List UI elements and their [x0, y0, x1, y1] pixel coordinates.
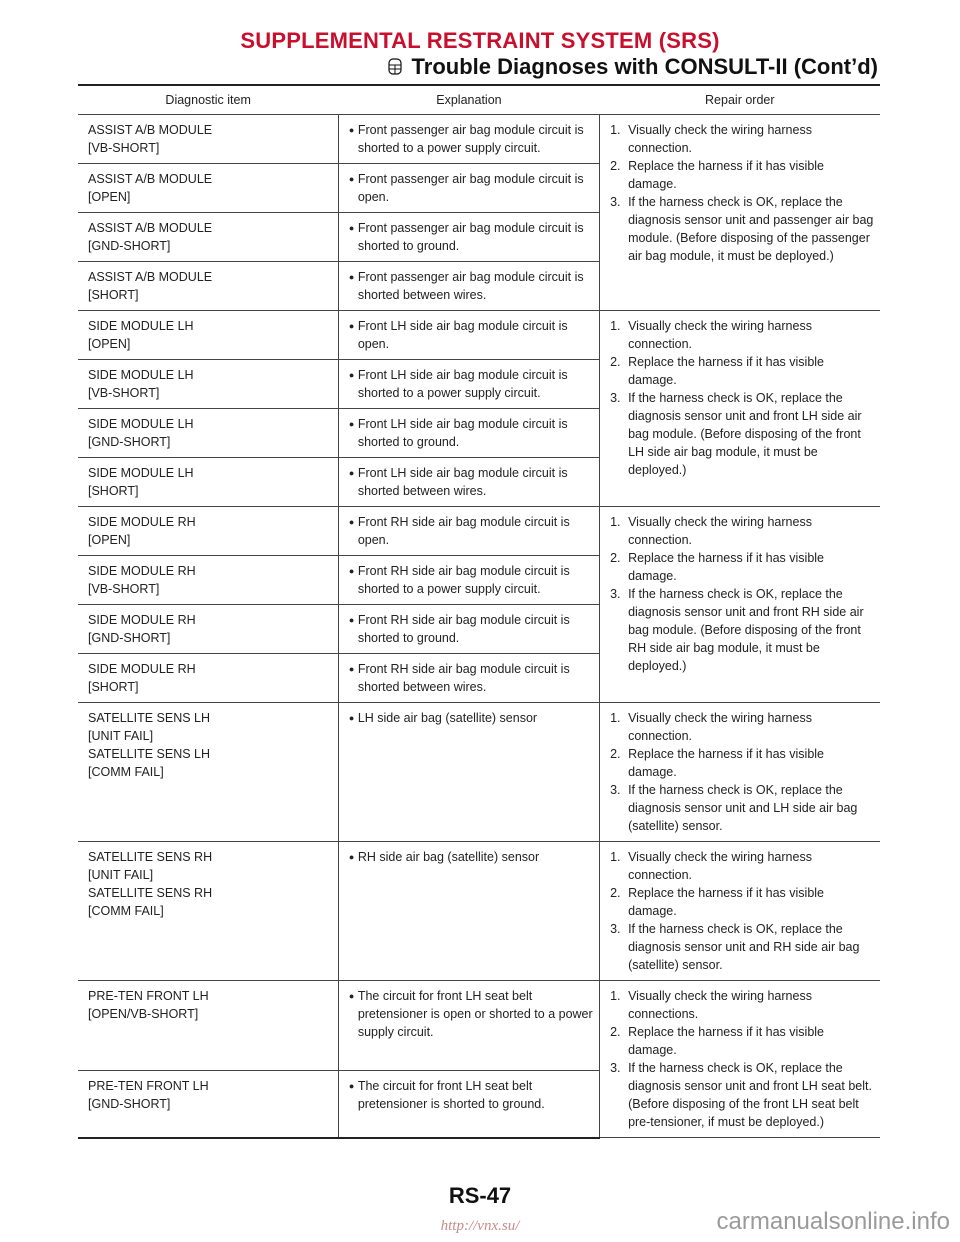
repair-step-text: Visually check the wiring harness connection.	[628, 319, 812, 351]
repair-step-number: 3.	[610, 195, 621, 209]
repair-step	[610, 317, 874, 353]
bullet-icon: ●	[348, 272, 355, 282]
diagnostic-item-cell	[78, 409, 338, 458]
explanation-text: Front LH side air bag module circuit is shorted between wires.	[357, 466, 568, 498]
diagnostic-item-cell	[78, 262, 338, 311]
explanation-text: Front RH side air bag module circuit is shorted between wires.	[357, 662, 570, 694]
explanation-cell	[338, 981, 599, 1071]
column-header: Explanation	[338, 88, 599, 115]
repair-step-number: 2.	[610, 1025, 621, 1039]
diagnostic-item-line: SIDE MODULE RH	[88, 613, 196, 627]
repair-step	[610, 781, 874, 835]
table-row	[78, 981, 880, 1071]
diagnostic-item-line: [SHORT]	[88, 288, 139, 302]
page-subtitle	[386, 54, 878, 80]
diagnostic-item-cell	[78, 605, 338, 654]
diagnostic-item-line: [SHORT]	[88, 484, 139, 498]
repair-step	[610, 353, 874, 389]
explanation-cell	[338, 360, 599, 409]
diagnostic-item-cell	[78, 213, 338, 262]
explanation-cell	[338, 115, 599, 164]
diagnostic-item-cell	[78, 311, 338, 360]
repair-step	[610, 389, 874, 479]
diagnostic-item-line: SIDE MODULE RH	[88, 662, 196, 676]
repair-step-text: Replace the harness if it has visible damage.	[628, 159, 824, 191]
explanation-text: Front RH side air bag module circuit is shorted to a power supply circuit.	[357, 564, 570, 596]
explanation-text: Front LH side air bag module circuit is open.	[357, 319, 568, 351]
column-header: Diagnostic item	[78, 88, 338, 115]
repair-step-number: 1.	[610, 989, 621, 1003]
page-number: RS-47	[448, 1183, 512, 1208]
repair-step-number: 1.	[610, 319, 621, 333]
explanation-text: Front RH side air bag module circuit is open.	[357, 515, 570, 547]
diagnostic-item-cell	[78, 654, 338, 703]
watermark: carmanualsonline.info	[716, 1208, 950, 1235]
repair-step-text: Visually check the wiring harness connections.	[628, 989, 812, 1021]
diagnostic-item-line: [OPEN]	[88, 337, 131, 351]
explanation-text: Front LH side air bag module circuit is shorted to ground.	[357, 417, 568, 449]
explanation-text: Front passenger air bag module circuit is shorted to a power supply circuit.	[357, 123, 584, 155]
bullet-icon: ●	[348, 664, 355, 674]
explanation-cell	[338, 605, 599, 654]
bullet-icon: ●	[348, 223, 355, 233]
diagnostic-item-line: [OPEN]	[88, 190, 131, 204]
diagnostic-item-cell	[78, 115, 338, 164]
repair-step-text: Visually check the wiring harness connection.	[628, 711, 812, 743]
diagnostic-item-line: SATELLITE SENS LH	[88, 711, 211, 725]
table-row	[78, 115, 880, 164]
table-row	[78, 842, 880, 981]
bullet-icon: ●	[348, 852, 355, 862]
bullet-icon: ●	[348, 615, 355, 625]
diagnostic-item-cell	[78, 458, 338, 507]
explanation-text: Front passenger air bag module circuit is shorted to ground.	[357, 221, 584, 253]
repair-step-number: 3.	[610, 391, 621, 405]
repair-step-text: If the harness check is OK, replace the diagnosis sensor unit and front RH side air bag module. (Before disposing of the front RH side air bag module, it must be deployed.)	[628, 587, 864, 673]
repair-step-number: 3.	[610, 587, 621, 601]
table-header-row	[78, 88, 880, 115]
explanation-text: The circuit for front LH seat belt pretensioner is shorted to ground.	[357, 1079, 545, 1112]
diagnostic-item-line: SATELLITE SENS RH	[88, 886, 213, 900]
diagnostic-item-line: [VB-SHORT]	[88, 582, 160, 596]
subtitle-text: Trouble Diagnoses with CONSULT-II (Cont’d)	[411, 54, 878, 79]
repair-step	[610, 1023, 874, 1059]
repair-step-text: Replace the harness if it has visible damage.	[628, 1025, 824, 1057]
repair-step	[610, 920, 874, 974]
car-icon	[386, 57, 404, 77]
diagnostic-item-cell	[78, 703, 338, 842]
diagnostic-item-line: ASSIST A/B MODULE	[88, 221, 213, 235]
explanation-text: Front passenger air bag module circuit is shorted between wires.	[357, 270, 584, 302]
bullet-icon: ●	[348, 468, 355, 478]
diagnostic-item-line: SIDE MODULE LH	[88, 319, 194, 333]
diagnostic-item-line: PRE-TEN FRONT LH	[88, 989, 209, 1003]
repair-order-cell	[600, 507, 880, 703]
repair-step-number: 2.	[610, 886, 621, 900]
diagnostic-item-line: SIDE MODULE LH	[88, 466, 194, 480]
table-row	[78, 703, 880, 842]
section-title: SUPPLEMENTAL RESTRAINT SYSTEM (SRS)	[240, 28, 720, 53]
explanation-cell	[338, 311, 599, 360]
bullet-icon: ●	[348, 1081, 355, 1092]
diagnostic-table	[78, 88, 880, 1139]
bullet-icon: ●	[348, 713, 355, 723]
diagnostic-item-cell	[78, 981, 338, 1071]
repair-order-cell	[600, 842, 880, 981]
bullet-icon: ●	[348, 125, 355, 135]
repair-step-text: If the harness check is OK, replace the diagnosis sensor unit and passenger air bag module. (Before disposing of the passenger air bag module, it must be deployed.)	[628, 195, 874, 263]
explanation-text: The circuit for front LH seat belt pretensioner is open or shorted to a power supply circuit.	[357, 989, 593, 1039]
diagnostic-item-line: [SHORT]	[88, 680, 139, 694]
bullet-icon: ●	[348, 174, 355, 184]
repair-step-number: 3.	[610, 922, 621, 936]
explanation-text: Front RH side air bag module circuit is shorted to ground.	[357, 613, 570, 645]
diagnostic-item-line: SIDE MODULE RH	[88, 515, 196, 529]
repair-step	[610, 193, 874, 265]
repair-step	[610, 884, 874, 920]
bullet-icon: ●	[348, 419, 355, 429]
diagnostic-item-line: PRE-TEN FRONT LH	[88, 1079, 209, 1094]
repair-step-text: Visually check the wiring harness connection.	[628, 850, 812, 882]
repair-step-text: Visually check the wiring harness connection.	[628, 123, 812, 155]
repair-step	[610, 549, 874, 585]
diagnostic-item-cell	[78, 164, 338, 213]
top-rule	[78, 84, 880, 86]
column-header: Repair order	[600, 88, 880, 115]
repair-step-number: 1.	[610, 515, 621, 529]
repair-step-number: 1.	[610, 850, 621, 864]
repair-step	[610, 121, 874, 157]
explanation-cell	[338, 262, 599, 311]
explanation-cell	[338, 458, 599, 507]
diagnostic-item-cell	[78, 360, 338, 409]
repair-step-number: 2.	[610, 159, 621, 173]
diagnostic-item-cell	[78, 1071, 338, 1138]
bullet-icon: ●	[348, 370, 355, 380]
diagnostic-item-line: [GND-SHORT]	[88, 1097, 171, 1112]
diagnostic-item-line: [OPEN]	[88, 533, 131, 547]
diagnostic-item-line: ASSIST A/B MODULE	[88, 123, 213, 137]
explanation-cell	[338, 842, 599, 981]
repair-step-number: 1.	[610, 711, 621, 725]
repair-step-text: If the harness check is OK, replace the diagnosis sensor unit and LH side air bag (satellite) sensor.	[628, 783, 858, 833]
explanation-cell	[338, 1071, 599, 1138]
repair-step	[610, 745, 874, 781]
diagnostic-item-cell	[78, 842, 338, 981]
diagnostic-item-cell	[78, 556, 338, 605]
diagnostic-item-line: [VB-SHORT]	[88, 386, 160, 400]
repair-step-number: 2.	[610, 355, 621, 369]
bullet-icon: ●	[348, 517, 355, 527]
diagnostic-item-line: ASSIST A/B MODULE	[88, 270, 213, 284]
bullet-icon: ●	[348, 991, 355, 1001]
repair-step-number: 3.	[610, 783, 621, 797]
explanation-cell	[338, 507, 599, 556]
explanation-cell	[338, 213, 599, 262]
repair-step-number: 2.	[610, 551, 621, 565]
repair-order-cell	[600, 703, 880, 842]
repair-step	[610, 1059, 874, 1131]
diagnostic-item-line: SATELLITE SENS LH	[88, 747, 211, 761]
diagnostic-item-line: [OPEN/VB-SHORT]	[88, 1007, 199, 1021]
diagnostic-item-line: [UNIT FAIL]	[88, 729, 154, 743]
repair-order-cell	[600, 981, 880, 1138]
repair-step-number: 1.	[610, 123, 621, 137]
repair-step-number: 2.	[610, 747, 621, 761]
explanation-cell	[338, 654, 599, 703]
repair-step-text: Visually check the wiring harness connection.	[628, 515, 812, 547]
repair-step-text: If the harness check is OK, replace the diagnosis sensor unit and RH side air bag (satellite) sensor.	[628, 922, 860, 972]
repair-step	[610, 513, 874, 549]
bullet-icon: ●	[348, 566, 355, 576]
explanation-cell	[338, 409, 599, 458]
diagnostic-item-line: [UNIT FAIL]	[88, 868, 154, 882]
repair-order-cell	[600, 311, 880, 507]
diagnostic-item-line: [VB-SHORT]	[88, 141, 160, 155]
diagnostic-item-line: ASSIST A/B MODULE	[88, 172, 213, 186]
diagnostic-item-line: SIDE MODULE LH	[88, 368, 194, 382]
repair-step	[610, 157, 874, 193]
source-url[interactable]: http://vnx.su/	[440, 1218, 520, 1234]
explanation-cell	[338, 703, 599, 842]
explanation-text: Front passenger air bag module circuit is open.	[357, 172, 584, 204]
explanation-cell	[338, 164, 599, 213]
repair-step	[610, 848, 874, 884]
diagnostic-item-line: SIDE MODULE RH	[88, 564, 196, 578]
repair-step-number: 3.	[610, 1061, 621, 1075]
diagnostic-item-line: [COMM FAIL]	[88, 765, 164, 779]
explanation-cell	[338, 556, 599, 605]
repair-step	[610, 709, 874, 745]
repair-step	[610, 585, 874, 675]
explanation-text: LH side air bag (satellite) sensor	[357, 711, 538, 725]
repair-step	[610, 987, 874, 1023]
repair-step-text: Replace the harness if it has visible damage.	[628, 747, 824, 779]
repair-step-text: If the harness check is OK, replace the diagnosis sensor unit and front LH side air bag module. (Before disposing of the front LH side air bag module, it must be deployed.)	[628, 391, 862, 477]
diagnostic-item-line: [GND-SHORT]	[88, 631, 171, 645]
explanation-text: Front LH side air bag module circuit is shorted to a power supply circuit.	[357, 368, 568, 400]
repair-step-text: Replace the harness if it has visible damage.	[628, 886, 824, 918]
repair-step-text: Replace the harness if it has visible damage.	[628, 551, 824, 583]
diagnostic-item-line: SIDE MODULE LH	[88, 417, 194, 431]
repair-order-cell	[600, 115, 880, 311]
table-row	[78, 311, 880, 360]
diagnostic-item-line: [GND-SHORT]	[88, 239, 171, 253]
bullet-icon: ●	[348, 321, 355, 331]
explanation-text: RH side air bag (satellite) sensor	[357, 850, 540, 864]
diagnostic-item-cell	[78, 507, 338, 556]
repair-step-text: If the harness check is OK, replace the diagnosis sensor unit and front LH seat belt. (Before disposing of the front LH seat belt pre-tensioner, if must be deployed.)	[628, 1061, 872, 1129]
diagnostic-item-line: [GND-SHORT]	[88, 435, 171, 449]
repair-step-text: Replace the harness if it has visible damage.	[628, 355, 824, 387]
diagnostic-item-line: SATELLITE SENS RH	[88, 850, 213, 864]
diagnostic-item-line: [COMM FAIL]	[88, 904, 164, 918]
table-row	[78, 507, 880, 556]
